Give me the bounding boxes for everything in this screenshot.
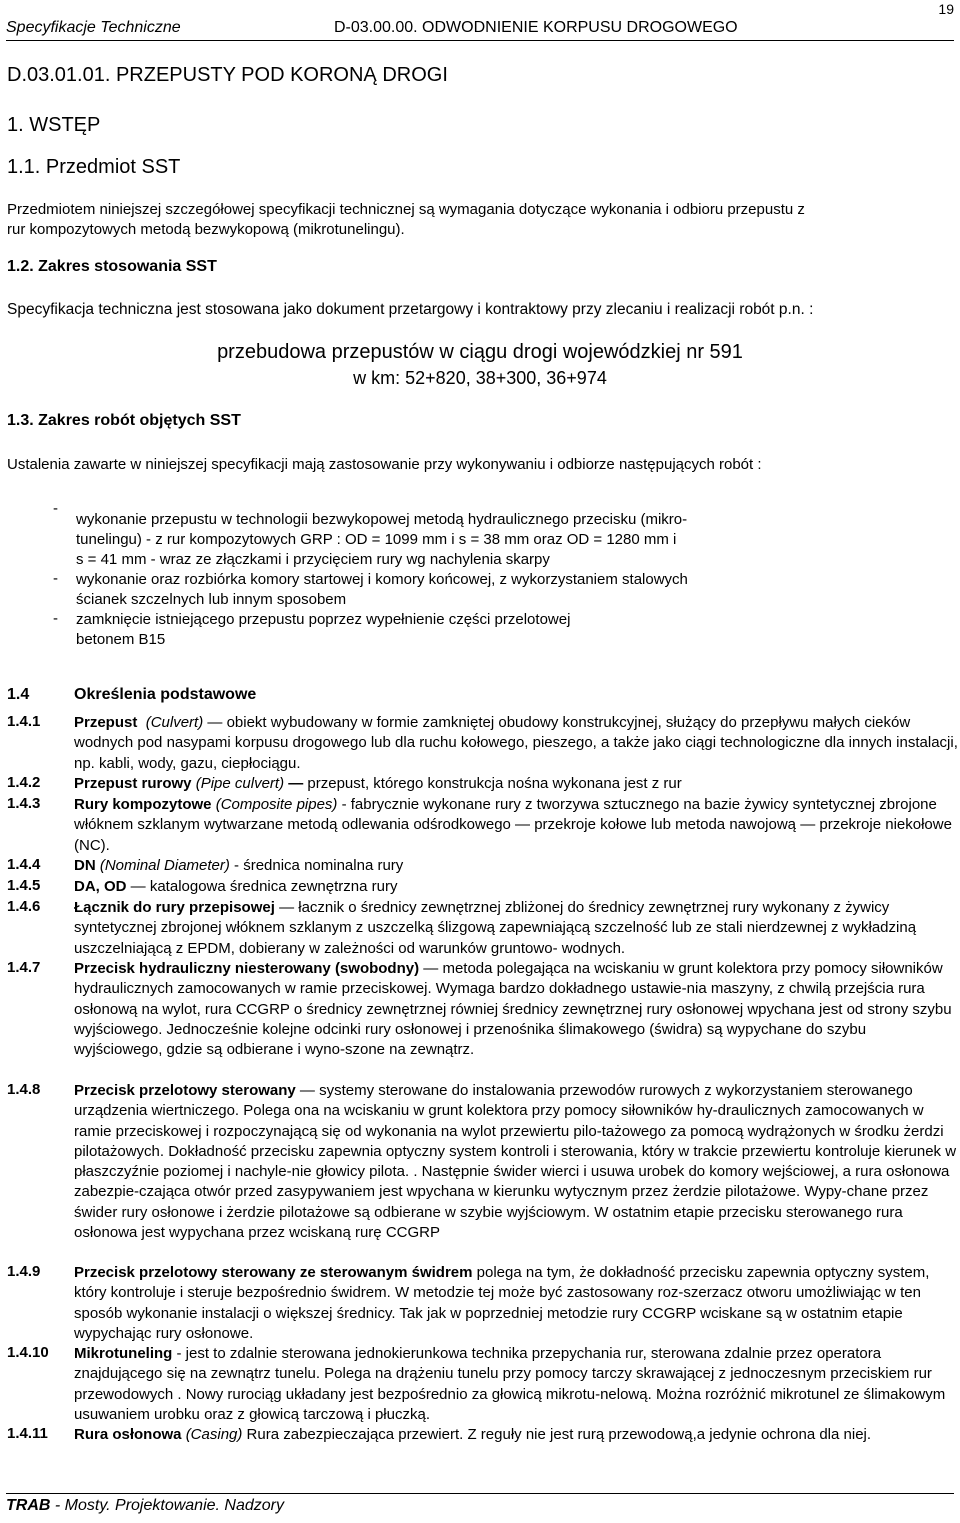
section-1-1-heading: 1.1. Przedmiot SST bbox=[7, 156, 181, 178]
project-km-values: 52+820, 38+300, 36+974 bbox=[405, 368, 607, 388]
bullet-1-line-1: wykonanie przepustu w technologii bezwykopowej metodą hydraulicznego przecisku (mikro- bbox=[76, 511, 688, 528]
definition-1-4-7 bbox=[74, 959, 958, 1060]
section-1-4-heading: Określenia podstawowe bbox=[74, 686, 257, 703]
definition-text: Rura zabezpieczająca przewiert. Z reguły nie jest rurą przewodową,a jedynie ochrona dla niej. bbox=[246, 1426, 872, 1443]
section-1-4-number: 1.4 bbox=[7, 686, 30, 703]
definition-term: DN bbox=[74, 857, 96, 874]
project-title-line-1: przebudowa przepustów w ciągu drogi wojewódzkiej nr 591 bbox=[217, 341, 743, 363]
definition-text: przepust, którego konstrukcja nośna wykonana jest z rur bbox=[307, 775, 682, 792]
definition-1-4-8 bbox=[74, 1081, 958, 1243]
section-1-3-text: Ustalenia zawarte w niniejszej specyfikacji mają zastosowanie przy wykonywaniu i odbiorze następujących robót : bbox=[7, 456, 762, 473]
footer-description: - Mosty. Projektowanie. Nadzory bbox=[50, 1497, 284, 1514]
section-1-2-text: Specyfikacja techniczna jest stosowana jako dokument przetargowy i kontraktowy przy zlecaniu i realizacji robót p.n. : bbox=[7, 301, 814, 318]
definition-1-4-2: Przepust rurowy (Pipe culvert) — przepust, którego konstrukcja nośna wykonana jest z rur bbox=[74, 775, 682, 792]
definition-term: DA, OD bbox=[74, 878, 127, 895]
definition-number: 1.4.3 bbox=[7, 795, 41, 812]
definition-number: 1.4.8 bbox=[7, 1081, 41, 1098]
bullet-1-line-2: tunelingu) - z rur kompozytowych GRP : OD = 1099 mm i s = 38 mm oraz OD = 1280 mm i bbox=[76, 531, 677, 548]
definition-number: 1.4.7 bbox=[7, 959, 41, 976]
header-rule bbox=[6, 40, 954, 41]
bullet-item-2 bbox=[76, 570, 816, 610]
bullet-dash: - bbox=[53, 570, 58, 587]
project-km-prefix: w km: bbox=[353, 368, 406, 388]
bullet-dash: - bbox=[53, 500, 58, 517]
definition-number: 1.4.11 bbox=[7, 1425, 48, 1442]
definition-1-4-11 bbox=[74, 1425, 958, 1445]
definition-text: — łacznik o średnicy zewnętrznej zbliżonej do średnicy zewnętrznej rury wykonany z żywicy syntetycznej zbrojonej włóknem szklanym z uszczelką ślizgową zapewniającą szczelność lub ze stali nierdzewnej z wykładziną uszczelniającą z EPDM, dobierany w zależności od warunków gruntowo- wodnych. bbox=[74, 899, 917, 957]
definition-1-4-1: Przepust (Culvert) — obiekt wybudowany w formie zamkniętej obudowy konstrukcyjnej, służący do przepływu małych cieków wodnych pod nasypami korpusu drogowego lub dla ruchu kołowego, pieszego, a także jako ciągi technologiczne dla innych instalacji, np. kabli, wody, gazu, ciepłociągu. bbox=[74, 714, 958, 772]
footer-rule bbox=[6, 1493, 954, 1494]
definition-term: Przecisk przelotowy sterowany bbox=[74, 1082, 296, 1099]
definition-number: 1.4.2 bbox=[7, 774, 41, 791]
definition-alt-term: (Casing) bbox=[185, 1426, 243, 1443]
definition-text: obiekt wybudowany w formie zamkniętej obudowy konstrukcyjnej, służący do przepływu małych cieków wodnych pod nasypami korpusu drogowego lub dla ruchu kołowego, pieszego, a także jako ciągi technologiczne dla innych instalacji, np. kabli, wody, gazu, ciepłociągu. bbox=[74, 714, 958, 772]
header-center-title: D-03.00.00. ODWODNIENIE KORPUSU DROGOWEGO bbox=[334, 19, 738, 36]
footer-company: TRAB bbox=[6, 1497, 51, 1514]
definition-alt-term: (Culvert) bbox=[145, 714, 204, 731]
page-number: 19 bbox=[938, 1, 954, 17]
definition-term: Przepust rurowy bbox=[74, 775, 192, 792]
definition-number: 1.4.10 bbox=[7, 1344, 49, 1361]
bullet-3-line-2: betonem B15 bbox=[76, 631, 166, 648]
definition-term: Rury kompozytowe bbox=[74, 796, 212, 813]
definition-1-4-4 bbox=[74, 856, 958, 876]
section-1-heading: 1. WSTĘP bbox=[7, 114, 101, 136]
document-title: D.03.01.01. PRZEPUSTY POD KORONĄ DROGI bbox=[7, 64, 448, 86]
definition-number: 1.4.5 bbox=[7, 877, 41, 894]
definition-text: - średnica nominalna rury bbox=[229, 857, 404, 874]
definition-term: Przecisk hydrauliczny niesterowany (swobodny) bbox=[74, 960, 420, 977]
header-left-title: Specyfikacje Techniczne bbox=[6, 19, 181, 36]
definition-text: polega na tym, że dokładność przecisku zapewnia optyczny system, który kontroluje i steruje bezpośrednio świdrem. W metodzie tej może być zastosowany roz-szerzacz otworu umożliwiając w ten sposób wykonanie instalacji o większej średnicy. Tak jak w poprzedniej metodzie rury CCGRP wciskane są w ostatnim etapie wypychając rury osłonowe. bbox=[74, 1264, 930, 1342]
definition-alt-term: (Composite pipes) bbox=[215, 796, 338, 813]
bullet-1-line-3: s = 41 mm - wraz ze złączkami i przycięciem rury wg nachylenia skarpy bbox=[76, 551, 550, 568]
section-1-1-text-line-1: Przedmiotem niniejszej szczegółowej specyfikacji technicznej są wymagania dotyczące wykonania i odbioru przepustu z bbox=[7, 201, 805, 218]
bullet-2-line-2: ścianek szczelnych lub innym sposobem bbox=[76, 591, 347, 608]
definition-text: - jest to zdalnie sterowana jednokierunkowa technika przepychania rur, sterowana zdalnie przez operatora znajdującego się na zewnątrz tunelu. Polega na drążeniu tunelu przy pomocy tarczy skrawającej z jednoczesnym przeciskiem rur przewodowych . Nowy rurociąg układany jest bezpośrednio za głowicą mikrotu-nelową. Można rozróżnić mikrotunel ze ślimakowym usuwaniem urobku oraz z głowicą tarczową i płuczką. bbox=[74, 1345, 946, 1423]
bullet-item-3 bbox=[76, 610, 816, 650]
definition-alt-term: (Nominal Diameter) bbox=[99, 857, 230, 874]
definition-1-4-6 bbox=[74, 898, 958, 959]
page-header bbox=[0, 0, 960, 42]
section-1-2-heading: 1.2. Zakres stosowania SST bbox=[7, 258, 217, 275]
definition-term: Mikrotuneling bbox=[74, 1345, 173, 1362]
bullet-item-1 bbox=[76, 510, 816, 570]
definition-1-4-5 bbox=[74, 877, 958, 897]
page-footer bbox=[6, 1497, 284, 1515]
definition-text: — systemy sterowane do instalowania przewodów rurowych z wykorzystaniem sterowanego urządzenia wiertniczego. Polega ona na wciskaniu w grunt kolektora przy pomocy siłowników hy-draulicznych zamocowanych w ramie przeciskowej i rozpoczynającą się od wykonania na wylot przewiertu pilo-tażowego za pomocą wydrążonych w środku żerdzi pilotażowych. Dokładność przecisku zapewnia optyczny system kontroli i sterowania, który w trakcie przewiertu kontroluje kierunek w płaszczyźnie poziomej i nachyle-nie głowicy pilota. . Następnie świder wierci i usuwa urobek do komory wejściowej, a rura osłonowa zabezpie-czająca otwór przed zasypywaniem jest wpychana w kierunku wytycznym przez żerdzie pilotażowe. Wypy-chane przez świder rury osłonowe i żerdzie pilotażowe są odbierane w szybie wyjściowym. W ostatnim etapie przecisku sterowanego rura osłonowa jest wypychana przez wciskaną rurę CCGRP bbox=[74, 1082, 957, 1242]
definition-term: Łącznik do rury przepisowej bbox=[74, 899, 275, 916]
definition-alt-term: (Pipe culvert) bbox=[195, 775, 285, 792]
project-title-line-2 bbox=[0, 368, 960, 389]
bullet-3-line-1: zamknięcie istniejącego przepustu poprzez wypełnienie części przelotowej bbox=[76, 611, 571, 628]
definition-term: Przepust bbox=[74, 714, 138, 731]
definition-text: - fabrycznie wykonane rury z tworzywa sztucznego na bazie żywicy syntetycznej zbrojone włóknem szklanym wytwarzane metodą odlewania odśrodkowego — przekroje kołowe lub metoda nawojową — przekroje niekołowe (NC). bbox=[74, 796, 952, 854]
definition-1-4-3 bbox=[74, 795, 958, 856]
definition-text: — katalogowa średnica zewnętrzna rury bbox=[130, 878, 398, 895]
definition-term: Rura osłonowa bbox=[74, 1426, 182, 1443]
definition-text: — metoda polegająca na wciskaniu w grunt kolektora przy pomocy siłowników hydraulicznych zamocowanych w ramie przeciskowej. Wymaga bardzo dokładnego ustawie-nia maszyny, z chwilą przejścia rura osłonową na wylot, rura CCGRP o średnicy zewnętrznej równiej średnicy zewnętrznej rury osłonowej wpychana jest od strony szybu wyjściowego. Jednocześnie kolejne odcinki rury osłonowej i przenośnika ślimakowego (świdra) są wypychane do szybu wyjściowego, gdzie są odbierane i wyno-szone na zewnątrz. bbox=[74, 960, 952, 1059]
definition-number: 1.4.6 bbox=[7, 898, 41, 915]
bullet-2-line-1: wykonanie oraz rozbiórka komory startowej i komory końcowej, z wykorzystaniem stalowych bbox=[76, 571, 688, 588]
definition-number: 1.4.1 bbox=[7, 713, 41, 730]
section-1-1-text-line-2: rur kompozytowych metodą bezwykopową (mikrotunelingu). bbox=[7, 221, 405, 238]
section-1-3-heading: 1.3. Zakres robót objętych SST bbox=[7, 412, 241, 429]
definition-number: 1.4.4 bbox=[7, 856, 41, 873]
definition-1-4-10 bbox=[74, 1344, 958, 1425]
bullet-dash: - bbox=[53, 610, 58, 627]
definition-term: Przecisk przelotowy sterowany ze sterowanym świdrem bbox=[74, 1264, 473, 1281]
definition-number: 1.4.9 bbox=[7, 1263, 41, 1280]
definition-1-4-9 bbox=[74, 1263, 958, 1344]
